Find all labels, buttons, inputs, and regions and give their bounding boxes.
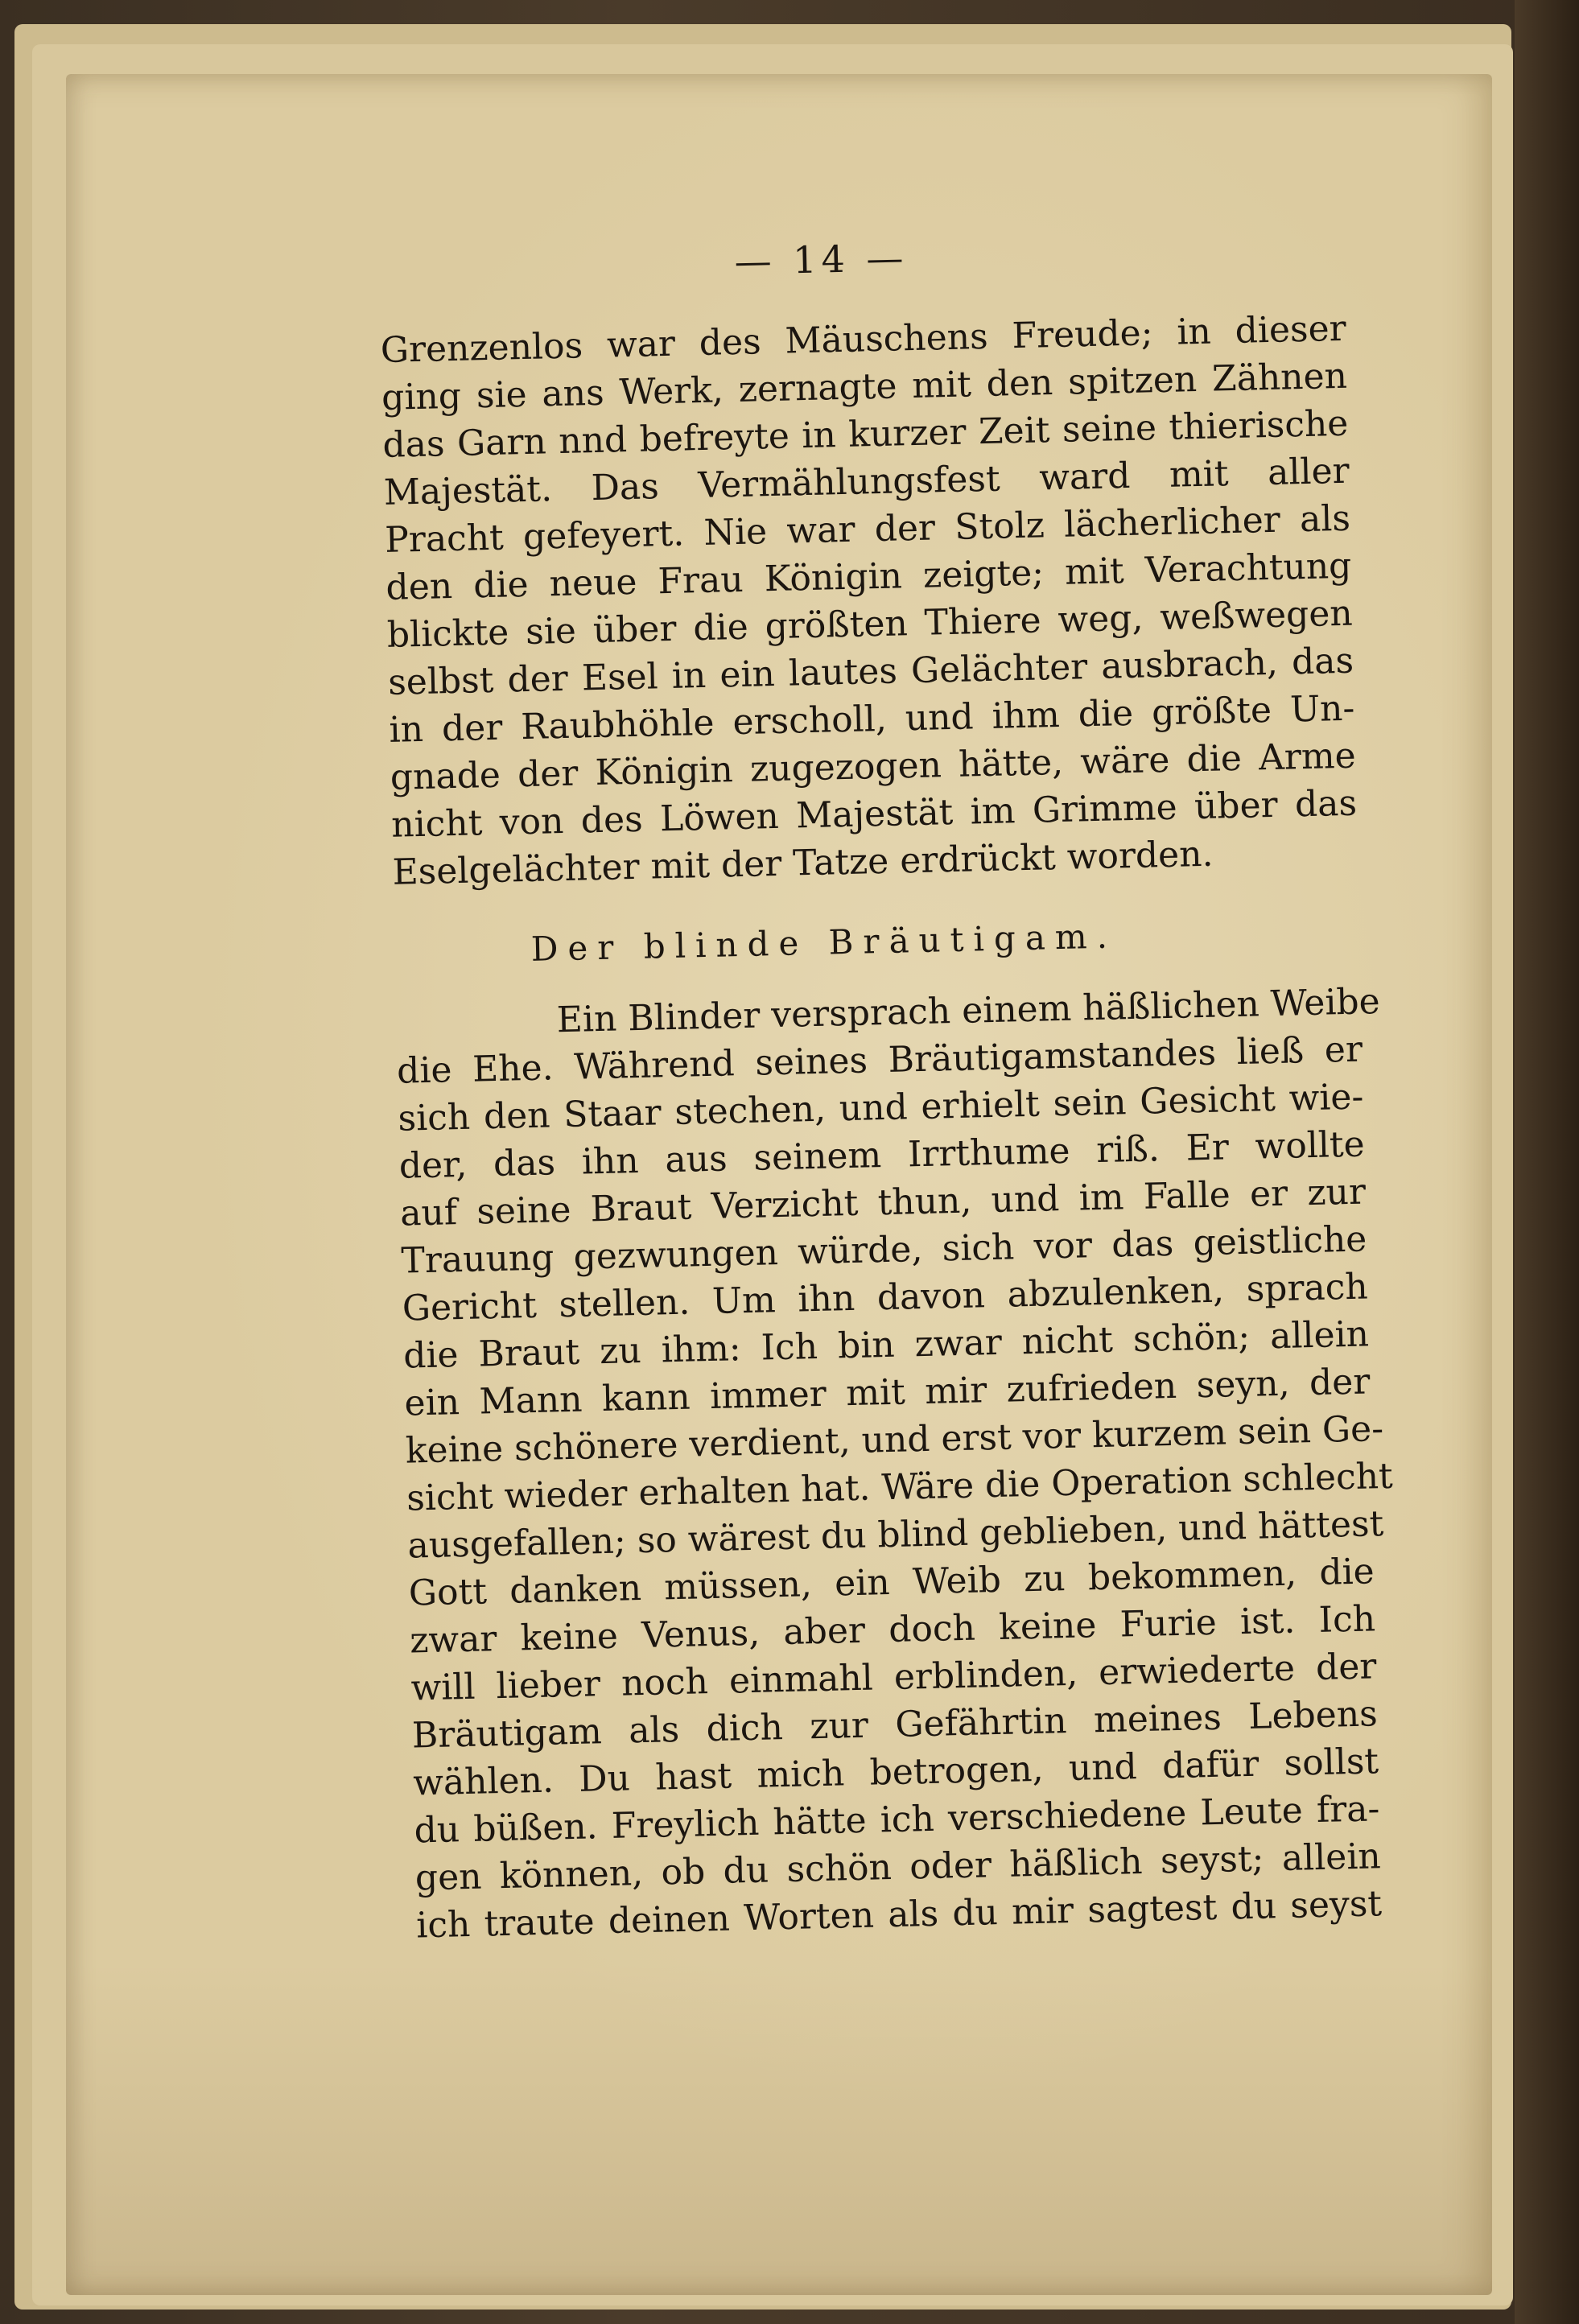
text-line: zwar keine Venus, aber doch keine Furie ist. Ich xyxy=(409,1598,1376,1662)
text-line: den die neue Frau Königin zeigte; mit Verachtung xyxy=(385,545,1352,608)
text-line: Bräutigam als dich zur Gefährtin meines Lebens xyxy=(411,1693,1379,1757)
text-line: Majestät. Das Vermählungsfest ward mit aller xyxy=(383,450,1350,513)
text-line: sicht wieder erhalten hat. Wäre die Operation schlecht xyxy=(406,1455,1394,1519)
text-line: ging sie ans Werk, zernagte mit den spitzen Zähnen xyxy=(381,355,1348,418)
text-line: Pracht gefeyert. Nie war der Stolz lächerlicher als xyxy=(384,497,1351,561)
text-line: in der Raubhöhle erscholl, und ihm die größte Un- xyxy=(389,687,1355,751)
text-line: Trauung gezwungen würde, sich vor das geistliche xyxy=(400,1218,1367,1282)
text-line: will lieber noch einmahl erblinden, erwiederte der xyxy=(410,1646,1377,1709)
text-line: Gericht stellen. Um ihn davon abzulenken, sprach xyxy=(402,1266,1369,1329)
text-line: die Ehe. Während seines Bräutigamstandes ließ er xyxy=(396,1028,1363,1092)
text-line: gnade der Königin zugezogen hätte, wäre die Arme xyxy=(390,735,1357,798)
text-line: Gott danken müssen, ein Weib zu bekommen, die xyxy=(408,1551,1375,1614)
text-line: keine schönere verdient, und erst vor kurzem sein Ge- xyxy=(405,1408,1384,1472)
text-line: Eselgelächter mit der Tatze erdrückt worden. xyxy=(392,833,1214,893)
book-spine-edge xyxy=(1515,0,1579,2324)
text-line: wählen. Du hast mich betrogen, und dafür sollst xyxy=(412,1741,1379,1804)
text-line: nicht von des Löwen Majestät im Grimme über das xyxy=(390,782,1358,846)
text-line: ausgefallen; so wärest du blind geblieben, und hättest xyxy=(407,1503,1384,1567)
section-heading: Der blinde Bräutigam. xyxy=(530,916,1118,969)
text-line: das Garn nnd befreyte in kurzer Zeit seine thierische xyxy=(381,402,1349,466)
text-line: der, das ihn aus seinem Irrthume riß. Er wollte xyxy=(398,1123,1366,1187)
text-line: blickte sie über die größten Thiere weg, weßwegen xyxy=(386,592,1354,656)
text-line: ich traute deinen Worten als du mir sagtest du seyst xyxy=(415,1883,1383,1947)
text-line: selbst der Esel in ein lautes Gelächter ausbrach, das xyxy=(387,640,1354,703)
page-text-block xyxy=(378,225,1415,1950)
text-line: sich den Staar stechen, und erhielt sein Gesicht wie- xyxy=(397,1076,1364,1139)
page-number: — 14 — xyxy=(733,236,909,283)
text-line: auf seine Braut Verzicht thun, und im Falle er zur xyxy=(399,1171,1367,1234)
text-line: Ein Blinder versprach einem häßlichen Weibe xyxy=(556,981,1381,1041)
text-line: Grenzenlos war des Mäuschens Freude; in dieser xyxy=(380,307,1347,371)
text-line: gen können, ob du schön oder häßlich seyst; allein xyxy=(414,1836,1382,1899)
paragraph-blind-groom xyxy=(395,978,1414,1950)
text-line: die Braut zu ihm: Ich bin zwar nicht schön; allein xyxy=(402,1313,1370,1377)
paragraph-mouse-story-end xyxy=(380,304,1391,896)
text-line: du büßen. Freylich hätte ich verschiedene Leute fra- xyxy=(414,1788,1380,1852)
text-line: ein Mann kann immer mit mir zufrieden seyn, der xyxy=(404,1361,1371,1424)
